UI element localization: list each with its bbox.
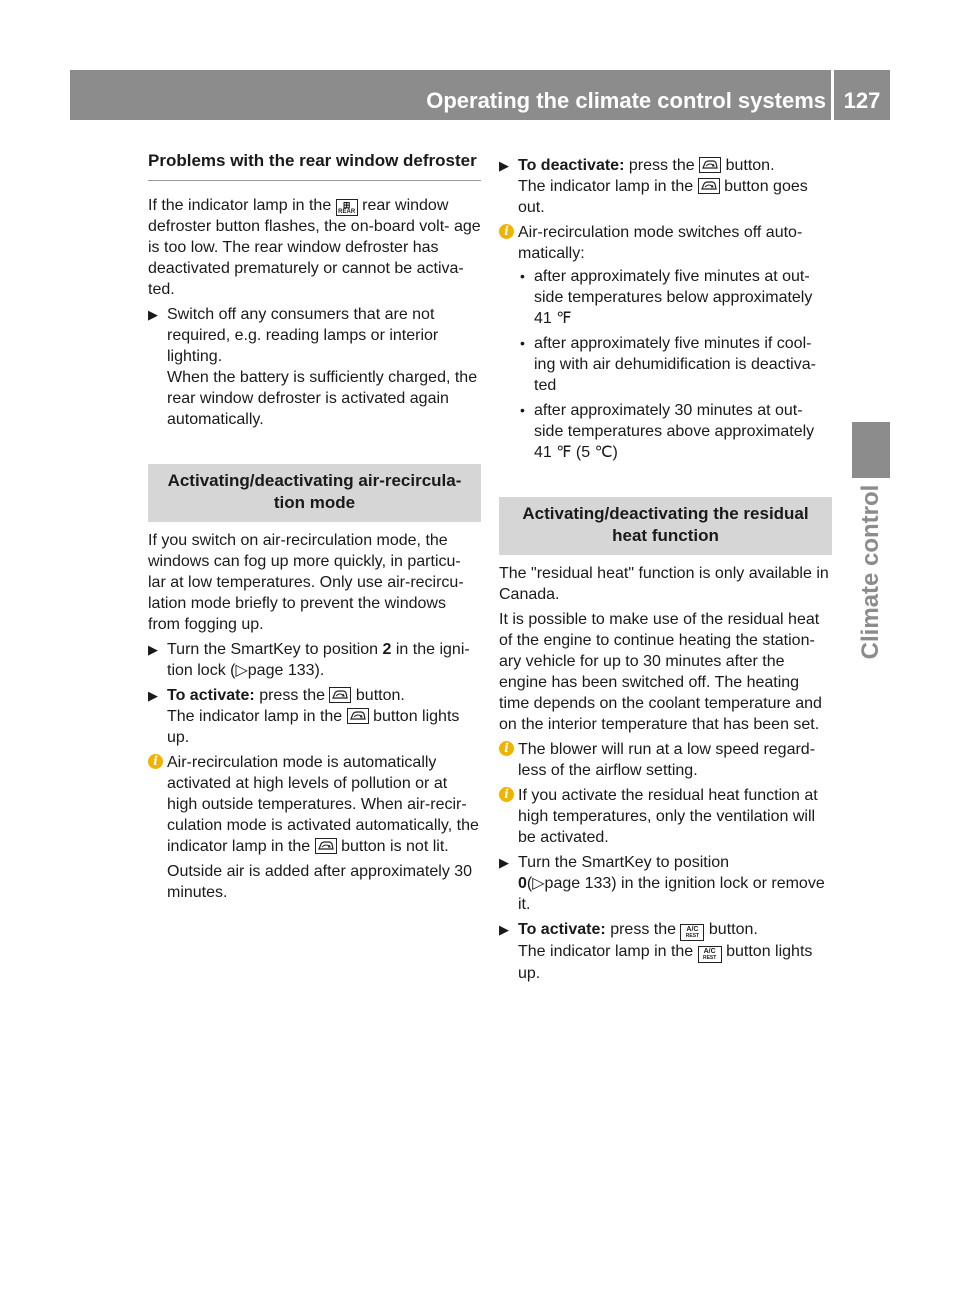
air-recirculation-button-icon <box>347 708 369 724</box>
residual-heat-description: It is possible to make use of the residual heat of the engine to continue heating the station- ary vehicle for up to 30 minutes after the engine has been switched off. The heating time depends on the coolant temperature and on the interior temperature that has been set. <box>499 611 822 733</box>
side-tab-block <box>852 422 890 478</box>
air-recirculation-button-icon <box>698 178 720 194</box>
step-arrow-icon: ▶ <box>499 922 509 937</box>
step-arrow-icon: ▶ <box>499 855 509 870</box>
air-recirculation-button-icon <box>699 157 721 173</box>
info-icon: i <box>499 741 514 756</box>
page-ref-arrow-icon: ▷ <box>532 875 545 892</box>
step-turn-smartkey-2: ▶ Turn the SmartKey to position 2 in the igni- tion lock (▷page 133). <box>148 641 470 679</box>
heading-air-recirculation: Activating/deactivating air-recircula- tion mode <box>148 464 481 522</box>
page-ref-link[interactable]: page 133 <box>247 662 315 679</box>
step-deactivate-recirculation: ▶ To deactivate: press the button. The indicator lamp in the button goes out. <box>499 157 808 216</box>
ac-rest-button-icon: A/C REST <box>680 924 704 941</box>
info-blower-speed: i The blower will run at a low speed regard- less of the airflow setting. <box>499 739 832 781</box>
info-icon: i <box>499 787 514 802</box>
air-recirculation-button-icon <box>315 838 337 854</box>
step-arrow-icon: ▶ <box>148 642 158 657</box>
info-auto-switch-off: i Air-recirculation mode switches off auto- matically: • after approximately five minutes at out- side temperatures below approximately 41 ℉ • after approximately five minutes if cool- ing with air dehumidification is deactiva- ted • after approximately 30 minutes at out- side temperatures above approximately 41 ℉ (5 ℃) <box>499 222 832 463</box>
info-icon: i <box>148 754 163 769</box>
page-ref-arrow-icon: ▷ <box>235 662 248 679</box>
step-turn-smartkey-0: ▶ Turn the SmartKey to position 0(▷page 133) in the ignition lock or remove it. <box>499 854 825 913</box>
step-activate-recirculation: ▶ To activate: press the button. The indicator lamp in the button lights up. <box>148 687 460 746</box>
side-tab-label <box>852 482 890 662</box>
step-arrow-icon: ▶ <box>499 158 509 173</box>
page-header-title: Operating the climate control systems <box>426 88 826 113</box>
auto-switch-off-list <box>518 266 832 463</box>
info-ventilation-only: i If you activate the residual heat function at high temperatures, only the ventilation will be activated. <box>499 785 832 848</box>
info-icon: i <box>499 224 514 239</box>
rear-window-defroster-icon: ⊞ REAR <box>336 199 358 216</box>
rear-defroster-paragraph: If the indicator lamp in the ⊞ REAR rear window defroster button flashes, the on-board volt- age is too low. The rear window defroster has deactivated prematurely or cannot be activa- ted. <box>148 197 481 298</box>
bullet-icon: • <box>520 335 525 351</box>
bullet-icon: • <box>520 268 525 284</box>
step-arrow-icon: ▶ <box>148 307 158 322</box>
page-number: 127 <box>843 88 881 113</box>
air-recirculation-button-icon <box>329 687 351 703</box>
list-item: • after approximately five minutes at out- side temperatures below approximately 41 ℉ <box>520 268 813 327</box>
list-item: • after approximately five minutes if cool- ing with air dehumidification is deactiva- ted <box>520 335 816 394</box>
bullet-icon: • <box>520 402 525 418</box>
step-switch-off-consumers: ▶ Switch off any consumers that are not required, e.g. reading lamps or interior lighting. When the battery is sufficiently charged, the rear window defroster is activated again automatically. <box>148 306 478 428</box>
page-ref-link[interactable]: page 133 <box>544 875 612 892</box>
heading-rear-defroster: Problems with the rear window defroster <box>148 150 481 181</box>
heading-residual-heat: Activating/deactivating the residual heat function <box>499 497 832 555</box>
info-auto-recirculation: i Air-recirculation mode is automatically activated at high levels of pollution or at high outside temperatures. When air-recir- culation mode is activated automatically, the indicator lamp in the button is not lit. Outside air is added after approximately 30 minutes. <box>148 752 481 903</box>
ac-rest-button-icon: A/C REST <box>698 946 722 963</box>
left-column <box>148 150 481 907</box>
air-recirculation-intro: If you switch on air-recirculation mode, the windows can fog up more quickly, in particu- lar at low temperatures. Only use air-recircu- lation mode briefly to prevent the windows from fogging up. <box>148 532 464 633</box>
list-item: • after approximately 30 minutes at out- side temperatures above approximately 41 ℉ (5 ℃) <box>520 402 815 461</box>
right-column <box>499 155 832 988</box>
residual-heat-availability: The "residual heat" function is only available in Canada. <box>499 565 829 603</box>
side-tab-text: Climate control <box>857 484 884 660</box>
step-arrow-icon: ▶ <box>148 688 158 703</box>
step-activate-residual-heat: ▶ To activate: press the A/C REST button. The indicator lamp in the A/C REST button lights up. <box>499 921 813 982</box>
